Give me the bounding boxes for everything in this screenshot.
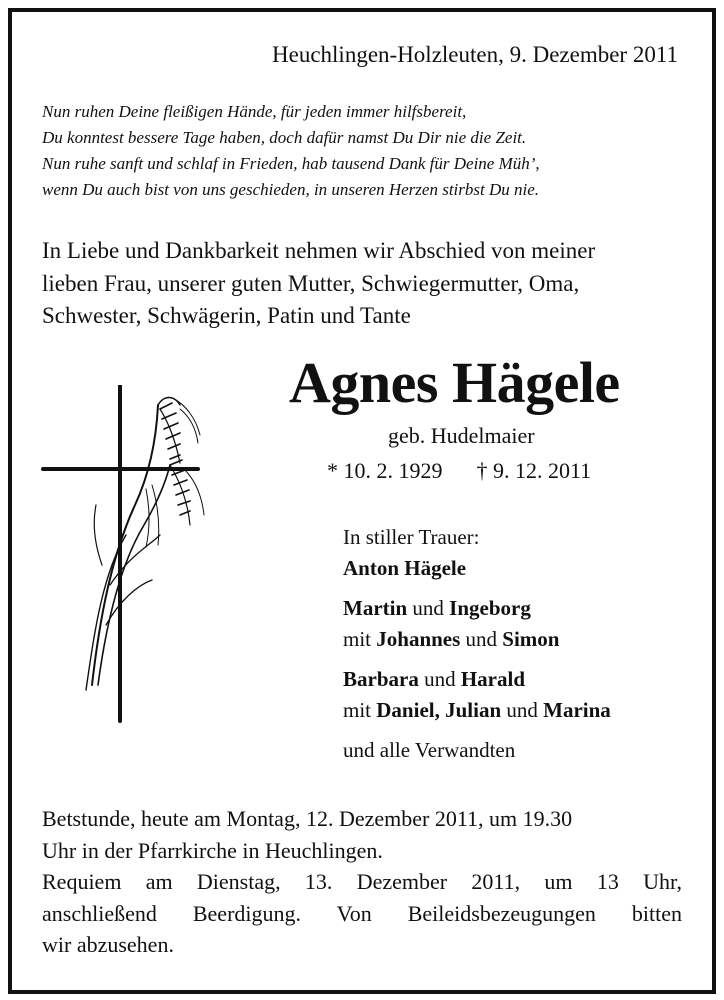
- mourner-name: Marina: [543, 698, 611, 722]
- poem-line: Du konntest bessere Tage haben, doch dafür namst Du Dir nie die Zeit.: [42, 128, 527, 147]
- service-info: [42, 803, 682, 961]
- poem-line: wenn Du auch bist von uns geschieden, in unseren Herzen stirbst Du nie.: [42, 180, 540, 199]
- mourner-name: Ingeborg: [449, 596, 531, 620]
- relatives-text: und alle Verwandten: [343, 738, 516, 762]
- connector-text: und: [424, 667, 456, 691]
- connector-text: mit: [343, 698, 372, 722]
- deceased-name: Agnes Hägele: [289, 350, 620, 415]
- poem-line: Nun ruhen Deine fleißigen Hände, für jeden immer hilfsbereit,: [42, 102, 467, 121]
- life-dates: [327, 458, 591, 484]
- intro-line: In Liebe und Dankbarkeit nehmen wir Abschied von meiner: [42, 238, 596, 263]
- family-group: [343, 664, 611, 726]
- mourner-name: Harald: [460, 667, 525, 691]
- connector-text: und: [465, 627, 498, 651]
- mourners-heading: In stiller Trauer:: [343, 525, 480, 549]
- mourner-name: Johannes: [376, 627, 461, 651]
- family-group: [343, 593, 611, 655]
- birth-date: * 10. 2. 1929: [327, 458, 443, 483]
- birth-name: geb. Hudelmaier: [388, 423, 535, 448]
- mourners-heading-group: [343, 522, 611, 584]
- connector-text: mit: [343, 627, 372, 651]
- connector-text: und: [412, 596, 444, 620]
- requiem-line: Requiem am Dienstag, 13. Dezember 2011, um 13 Uhr,: [42, 869, 682, 894]
- mourners-list: [343, 522, 611, 766]
- death-date: † 9. 12. 2011: [476, 458, 592, 483]
- mourner-name: Simon: [502, 627, 560, 651]
- cross-with-wheat-icon: [40, 385, 220, 725]
- intro-text: [42, 235, 682, 333]
- requiem-line: anschließend Beerdigung. Von Beileidsbezeugungen bitten: [42, 900, 682, 926]
- betstunde-line: Uhr in der Pfarrkirche in Heuchlingen.: [42, 837, 383, 863]
- mourner-name: Martin: [343, 596, 408, 620]
- poem-line: Nun ruhe sanft und schlaf in Frieden, hab tausend Dank für Deine Müh’,: [42, 154, 540, 173]
- connector-text: und: [506, 698, 538, 722]
- betstunde-line: Betstunde, heute am Montag, 12. Dezember 2011, um 19.30: [42, 806, 573, 831]
- requiem-line: wir abzusehen.: [42, 932, 174, 957]
- intro-line: lieben Frau, unserer guten Mutter, Schwiegermutter, Oma,: [42, 270, 580, 296]
- mourner-name: Barbara: [343, 667, 419, 691]
- mourner-name: Daniel, Julian: [376, 698, 502, 722]
- intro-line: Schwester, Schwägerin, Patin und Tante: [42, 303, 411, 328]
- poem: [42, 99, 540, 203]
- place-date: Heuchlingen-Holzleuten, 9. Dezember 2011: [272, 42, 678, 67]
- spouse-name: Anton Hägele: [343, 556, 467, 580]
